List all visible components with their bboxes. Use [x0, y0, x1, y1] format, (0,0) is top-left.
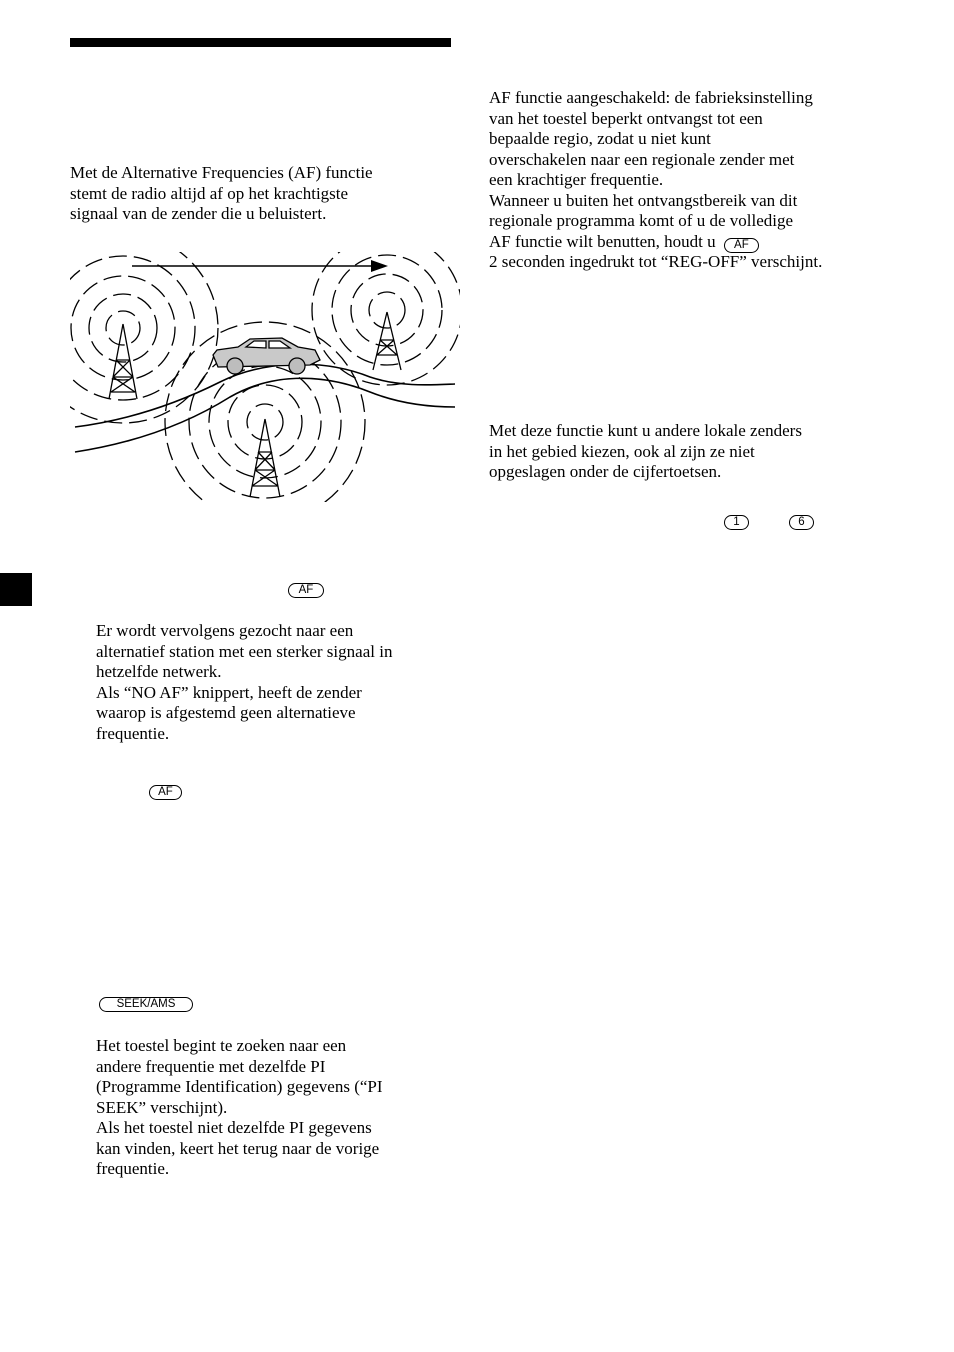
text-line: alternatief station met een sterker signaal in — [96, 641, 393, 661]
text-line: AF functie aangeschakeld: de fabrieksinstelling — [489, 88, 813, 107]
text-line: Wanneer u buiten het ontvangstbereik van dit — [489, 190, 798, 210]
af-button[interactable]: AF — [724, 238, 759, 253]
page-edge-tab — [0, 573, 32, 606]
text-line: (Programme Identification) gegevens (“PI — [96, 1077, 383, 1096]
text-line: Met deze functie kunt u andere lokale zenders — [489, 421, 802, 440]
section-header-bar — [70, 38, 451, 47]
text-line: hetzelfde netwerk. — [96, 662, 222, 681]
text-line: 2 seconden ingedrukt tot “REG-OFF” verschijnt. — [489, 252, 823, 271]
text-line: van het toestel beperkt ontvangst tot een — [489, 108, 763, 128]
text-line: Als “NO AF” knippert, heeft de zender — [96, 682, 362, 702]
pi-seek-paragraph — [96, 1036, 456, 1180]
text-line: Er wordt vervolgens gezocht naar een — [96, 621, 354, 640]
text-line: regionale programma komt of u de volledige — [489, 211, 794, 230]
text-line: Als het toestel niet dezelfde PI gegevens — [96, 1118, 372, 1137]
af-button[interactable]: AF — [288, 583, 324, 598]
local-seek-paragraph — [489, 421, 889, 483]
intro-paragraph — [70, 163, 450, 225]
seek-ams-button[interactable]: SEEK/AMS — [99, 997, 193, 1012]
reg-paragraph — [489, 88, 889, 273]
text-line: bepaalde regio, zodat u niet kunt — [489, 129, 711, 148]
text-line — [489, 232, 889, 253]
text-line: kan vinden, keert het terug naar de vorige — [96, 1138, 380, 1158]
text-line: overschakelen naar een regionale zender met — [489, 149, 795, 169]
text-line: Met de Alternative Frequencies (AF) functie — [70, 163, 373, 182]
text-line: opgeslagen onder de cijfertoetsen. — [489, 462, 722, 481]
text-line: stemt de radio altijd af op het krachtigste — [70, 183, 349, 203]
af-button[interactable]: AF — [149, 785, 182, 800]
preset-6-button[interactable]: 6 — [789, 515, 814, 530]
text-line: frequentie. — [96, 1159, 170, 1178]
text-segment: AF functie wilt benutten, houdt u — [489, 231, 716, 251]
af-search-paragraph — [96, 621, 456, 744]
text-line: een krachtiger frequentie. — [489, 170, 664, 189]
text-line: in het gebied kiezen, ook al zijn ze niet — [489, 441, 755, 461]
text-line: SEEK” verschijnt). — [96, 1097, 228, 1117]
preset-1-button[interactable]: 1 — [724, 515, 749, 530]
text-line: signaal van de zender die u beluistert. — [70, 204, 327, 223]
text-line: waarop is afgestemd geen alternatieve — [96, 703, 356, 722]
text-line: frequentie. — [96, 723, 170, 743]
text-line: andere frequentie met dezelfde PI — [96, 1056, 326, 1076]
signal-waves-left — [70, 252, 218, 423]
text-line: Het toestel begint te zoeken naar een — [96, 1036, 347, 1055]
radio-af-illustration-icon — [70, 252, 460, 502]
car-icon — [213, 338, 320, 374]
